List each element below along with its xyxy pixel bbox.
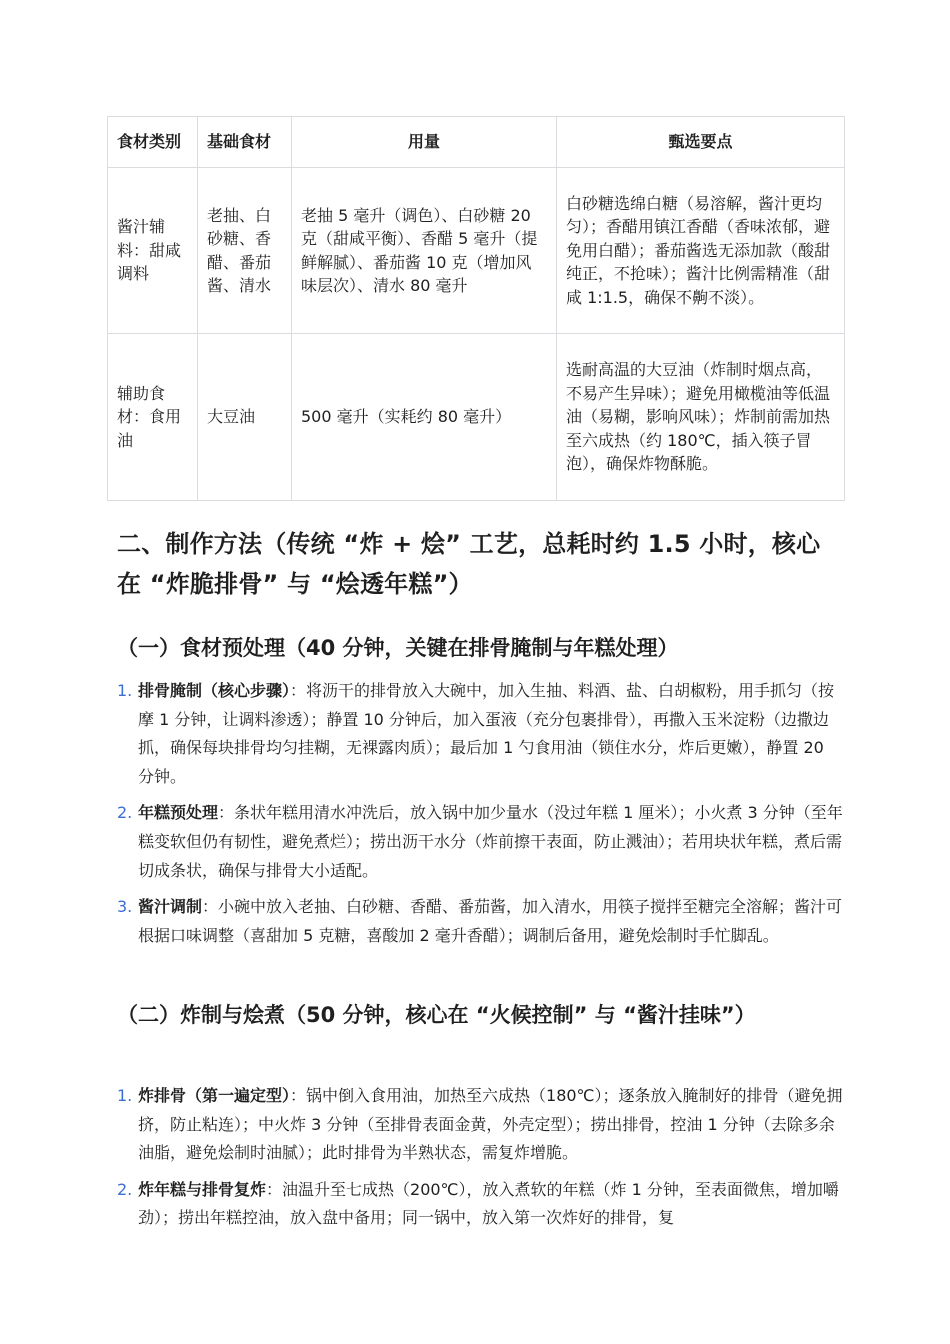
- list-item: [117, 893, 843, 950]
- cell-amount: 500 毫升（实耗约 80 毫升）: [292, 334, 557, 501]
- table-header-row: [108, 117, 845, 168]
- header-tips: 甄选要点: [557, 117, 845, 168]
- list-item: [117, 677, 843, 791]
- step-text: ：将沥干的排骨放入大碗中，加入生抽、料酒、盐、白胡椒粉，用手抓匀（按摩 1 分钟，让调料渗透）；静置 10 分钟后，加入蛋液（充分包裹排骨），再撒入玉米淀粉（边撒边抓，确保每块排骨均匀挂糊，无裸露肉质）；最后加 1 勺食用油（锁住水分，炸后更嫩），静置 20 分钟。: [138, 681, 835, 786]
- cell-ingredients: 大豆油: [198, 334, 292, 501]
- subsection-heading-frying: （二）炸制与烩煮（50 分钟，核心在 “火候控制” 与 “酱汁挂味”）: [117, 1003, 756, 1027]
- section-heading: 二、制作方法（传统 “炸 + 烩” 工艺，总耗时约 1.5 小时，核心在 “炸脆排骨” 与 “烩透年糕”）: [117, 530, 821, 598]
- list-number: 2.: [117, 803, 133, 823]
- cell-amount: 老抽 5 毫升（调色）、白砂糖 20 克（甜咸平衡）、香醋 5 毫升（提鲜解腻）、番茄酱 10 克（增加风味层次）、清水 80 毫升: [292, 168, 557, 334]
- table-row: [108, 168, 845, 334]
- list-item: [117, 1082, 843, 1168]
- frying-steps-list: [117, 1082, 843, 1241]
- cell-category: 酱汁辅料：甜咸调料: [108, 168, 198, 334]
- cell-tips: 选耐高温的大豆油（炸制时烟点高，不易产生异味）；避免用橄榄油等低温油（易糊，影响风味）；炸制前需加热至六成热（约 180℃，插入筷子冒泡），确保炸物酥脆。: [557, 334, 845, 501]
- step-title: 年糕预处理: [138, 803, 219, 823]
- header-amount: 用量: [292, 117, 557, 168]
- step-text: ：条状年糕用清水冲洗后，放入锅中加少量水（没过年糕 1 厘米）；小火煮 3 分钟（至年糕变软但仍有韧性，避免煮烂）；捞出沥干水分（炸前擦干表面，防止溅油）；若用块状年糕，煮后需切成条状，确保与排骨大小适配。: [138, 803, 843, 880]
- list-number: 2.: [117, 1179, 133, 1199]
- ingredient-table: [107, 116, 845, 501]
- step-text: ：油温升至七成热（200℃），放入煮软的年糕（炸 1 分钟，至表面微焦，增加嚼劲）；捞出年糕控油，放入盘中备用；同一锅中，放入第一次炸好的排骨，复: [138, 1179, 839, 1228]
- header-ingredients: 基础食材: [198, 117, 292, 168]
- preparation-steps-list: [117, 677, 843, 958]
- table-row: [108, 334, 845, 501]
- step-title: 炸排骨（第一遍定型）: [138, 1086, 291, 1105]
- cell-ingredients: 老抽、白砂糖、香醋、番茄酱、清水: [198, 168, 292, 334]
- list-number: 3.: [117, 897, 133, 917]
- cell-tips: 白砂糖选绵白糖（易溶解，酱汁更均匀）；香醋用镇江香醋（香味浓郁，避免用白醋）；番茄酱选无添加款（酸甜纯正，不抢味）；酱汁比例需精准（甜咸 1:1.5，确保不齁不淡）。: [557, 168, 845, 334]
- step-title: 排骨腌制（核心步骤）: [138, 681, 291, 700]
- list-number: 1.: [117, 1086, 133, 1105]
- list-item: [117, 799, 843, 885]
- step-title: 酱汁调制: [138, 897, 203, 917]
- step-title: 炸年糕与排骨复炸: [138, 1179, 267, 1199]
- list-item: [117, 1176, 843, 1233]
- list-number: 1.: [117, 681, 133, 700]
- cell-category: 辅助食材：食用油: [108, 334, 198, 501]
- step-text: ：锅中倒入食用油，加热至六成热（180℃）；逐条放入腌制好的排骨（避免拥挤，防止粘连）；中火炸 3 分钟（至排骨表面金黄，外壳定型）；捞出排骨，控油 1 分钟（去除多余油脂，避免烩制时油腻）；此时排骨为半熟状态，需复炸增脆。: [138, 1086, 843, 1163]
- step-text: ：小碗中放入老抽、白砂糖、香醋、番茄酱，加入清水，用筷子搅拌至糖完全溶解；酱汁可根据口味调整（喜甜加 5 克糖，喜酸加 2 毫升香醋）；调制后备用，避免烩制时手忙脚乱。: [138, 897, 843, 945]
- header-category: 食材类别: [108, 117, 198, 168]
- subsection-heading-preparation: （一）食材预处理（40 分钟，关键在排骨腌制与年糕处理）: [117, 636, 679, 660]
